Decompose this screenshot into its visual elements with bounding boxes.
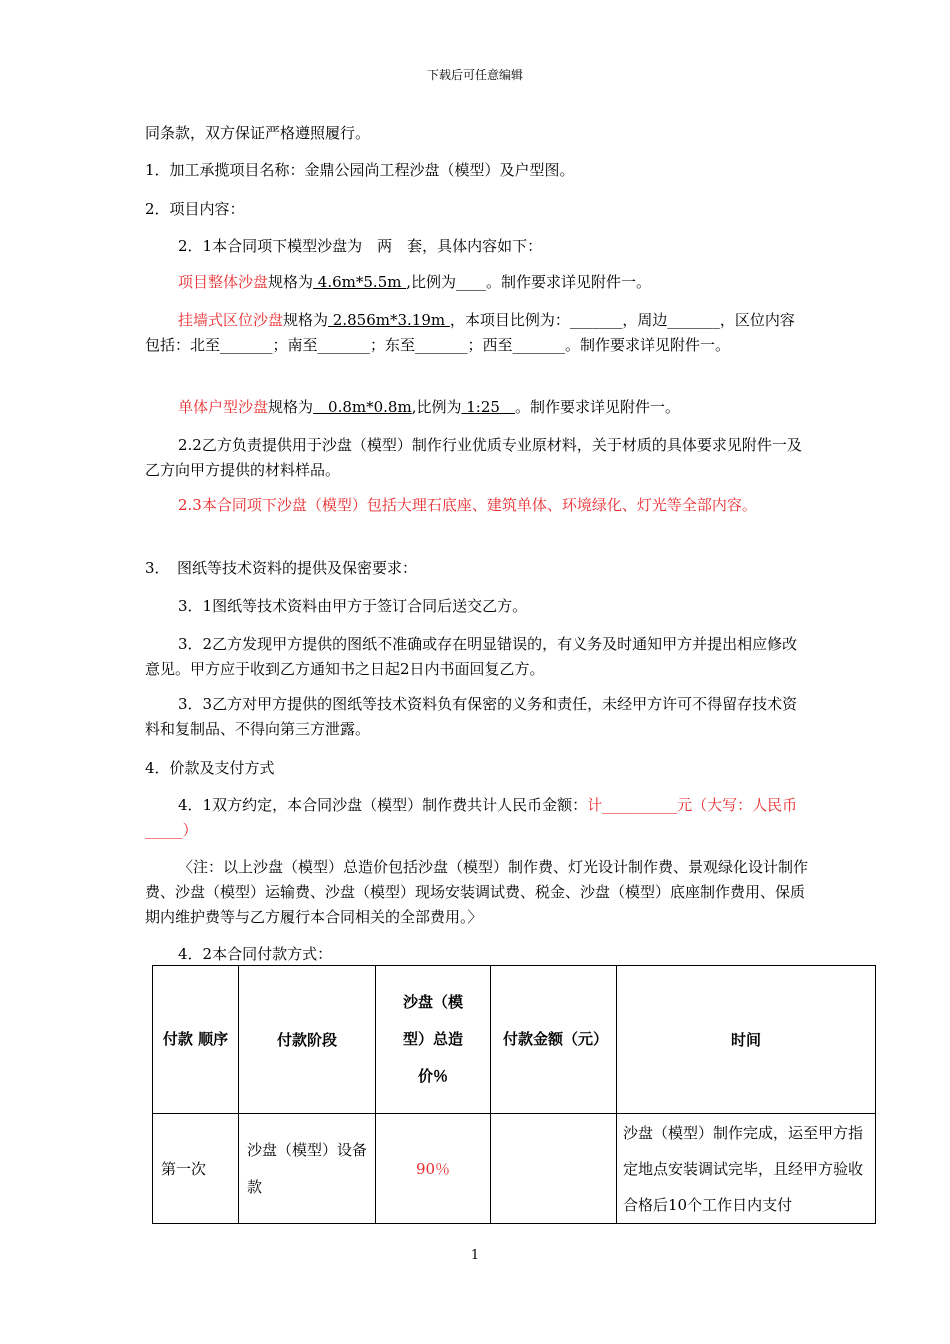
text-run: 4．1双方约定，本合同沙盘（模型）制作费共计人民币金额： [178, 796, 588, 814]
header-order: 付款 顺序 [153, 966, 239, 1114]
contract-amount-blank: 计__________元（大写：人民币_____） [145, 796, 798, 839]
cell-percent: 90％ [376, 1114, 491, 1224]
paragraph-2-2: 2.2乙方负责提供用于沙盘（模型）制作行业优质专业原材料，关于材质的具体要求见附件一及乙方向甲方提供的材料样品。 [145, 436, 802, 479]
cell-stage: 沙盘（模型）设备款 [239, 1114, 376, 1224]
paragraph-4-2: 4．2本合同付款方式： [178, 945, 333, 963]
wall-sandtable-label: 挂墙式区位沙盘 [178, 311, 284, 329]
text-run: ，本项目比例为：_______，周边_______，区位内容包括：北至_______；南至_______；东至_______；西至_______。制作要求详见附件一。 [145, 311, 795, 354]
paragraph-2-3: 2.3本合同项下沙盘（模型）包括大理石底座、建筑单体、环境绿化、灯光等全部内容。 [178, 496, 757, 514]
cell-amount [491, 1114, 617, 1224]
paragraph-unit-sandtable [145, 395, 808, 420]
payment-table [152, 965, 876, 1224]
table-row [153, 1114, 876, 1224]
overall-scale-blank: ____ [456, 273, 487, 291]
wall-size-value: 2.856m*3.19m [328, 311, 450, 329]
paragraph-project-name: 1．加工承揽项目名称：金鼎公园尚工程沙盘（模型）及户型图。 [145, 161, 575, 179]
text-run: 规格为 [283, 311, 329, 329]
paragraph-intro-continuation: 同条款，双方保证严格遵照履行。 [145, 124, 371, 142]
text-run: 规格为 [268, 398, 314, 416]
page-number: 1 [470, 1248, 480, 1263]
paragraph-3-3: 3．3乙方对甲方提供的图纸等技术资料负有保密的义务和责任，未经甲方许可不得留存技术资料和复制品、不得向第三方泄露。 [145, 695, 798, 738]
paragraph-3-2: 3．2乙方发现甲方提供的图纸不准确或存在明显错误的，有义务及时通知甲方并提出相应修改意见。甲方应于收到乙方通知书之日起2日内书面回复乙方。 [145, 635, 798, 678]
text-run: 。制作要求详见附件一。 [486, 273, 652, 291]
cell-order: 第一次 [153, 1114, 239, 1224]
header-amount: 付款金额（元） [491, 966, 617, 1114]
heading-project-content: 2．项目内容： [145, 200, 245, 218]
paragraph-price-note: 〈注：以上沙盘（模型）总造价包括沙盘（模型）制作费、灯光设计制作费、景观绿化设计制作费、沙盘（模型）运输费、沙盘（模型）现场安装调试费、税金、沙盘（模型）底座制作费用、保质期内维护费等与乙方履行本合同相关的全部费用。〉 [145, 858, 809, 926]
unit-sandtable-label: 单体户型沙盘 [178, 398, 269, 416]
text-run: 规格为 [268, 273, 314, 291]
table-header-row [153, 966, 876, 1114]
paragraph-4-1 [145, 793, 808, 843]
header-time: 时间 [617, 966, 876, 1114]
paragraph-3-1: 3．1图纸等技术资料由甲方于签订合同后送交乙方。 [178, 597, 528, 615]
header-stage: 付款阶段 [239, 966, 376, 1114]
paragraph-2-1: 2．1本合同项下模型沙盘为 两 套，具体内容如下： [178, 237, 543, 255]
text-run: ,比例为 [411, 398, 462, 416]
header-percent: 沙盘（模型）总造价％ [376, 966, 491, 1114]
text-run: 。制作要求详见附件一。 [514, 398, 680, 416]
overall-size-value: 4.6m*5.5m [313, 273, 407, 291]
paragraph-wall-sandtable [145, 308, 808, 358]
unit-size-value: 0.8m*0.8m [313, 398, 412, 416]
unit-scale-value: 1:25 [461, 398, 515, 416]
paragraph-overall-sandtable [145, 270, 808, 295]
page-header: 下载后可任意编辑 [426, 68, 523, 82]
overall-sandtable-label: 项目整体沙盘 [178, 273, 269, 291]
heading-technical-data: 3． 图纸等技术资料的提供及保密要求： [145, 559, 418, 577]
heading-price-payment: 4．价款及支付方式 [145, 759, 275, 777]
text-run: ,比例为 [406, 273, 457, 291]
cell-time: 沙盘（模型）制作完成，运至甲方指定地点安装调试完毕，且经甲方验收合格后10个工作日内支付 [617, 1114, 876, 1224]
